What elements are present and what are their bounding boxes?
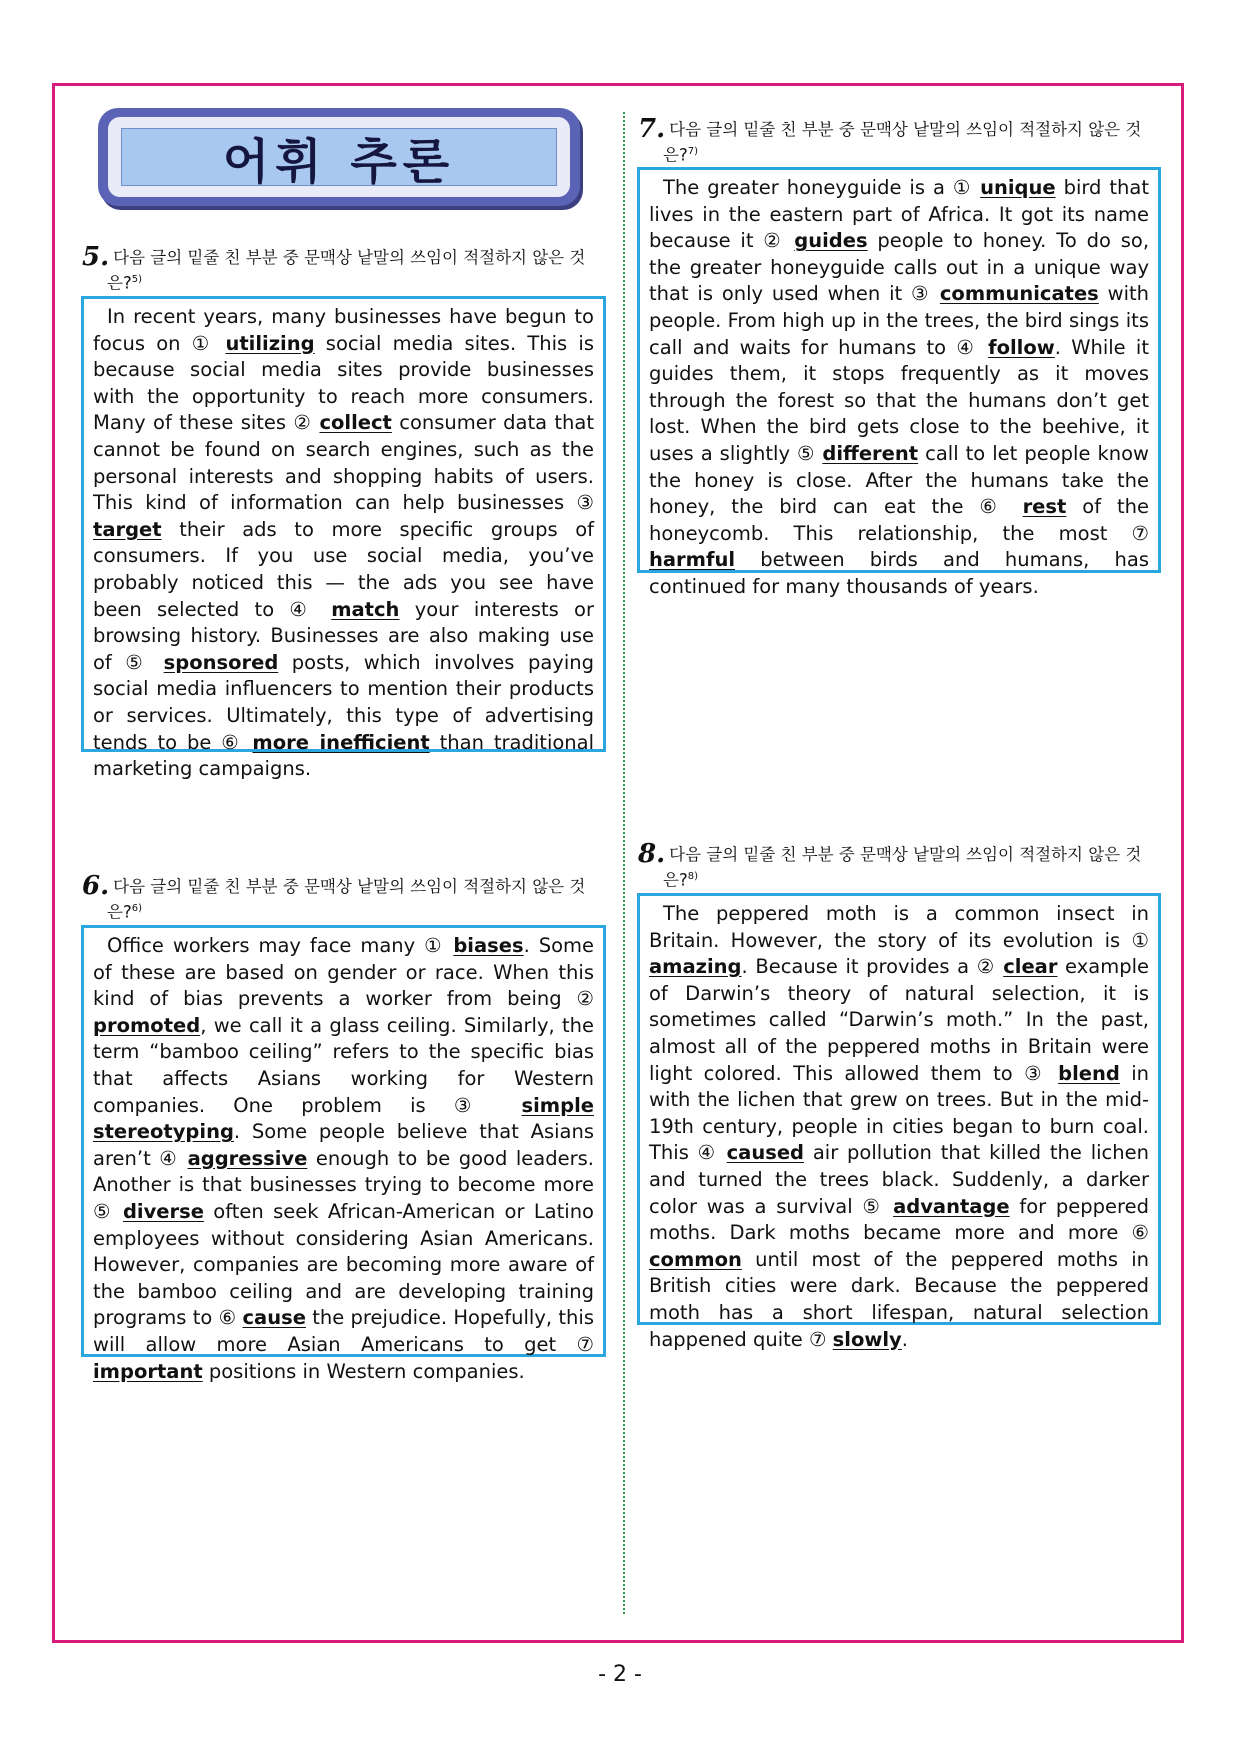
question-8-prompt: 8. 다음 글의 밑줄 친 부분 중 문맥상 낱말의 쓰임이 적절하지 않은 것 은?$^{8)}$	[638, 839, 1142, 890]
question-number: 5.	[82, 242, 110, 272]
underlined-word: harmful	[649, 548, 736, 572]
underlined-word: follow	[988, 335, 1055, 359]
underlined-word: sponsored	[163, 650, 279, 674]
underlined-word: unique	[980, 176, 1056, 199]
underlined-word: promoted	[93, 1013, 201, 1037]
title-banner	[98, 108, 580, 206]
question-number: 8.	[638, 839, 666, 869]
underlined-word: amazing	[649, 955, 742, 979]
underlined-word: clear	[1003, 955, 1058, 979]
underlined-word: match	[331, 597, 400, 621]
question-7-prompt: 7. 다음 글의 밑줄 친 부분 중 문맥상 낱말의 쓰임이 적절하지 않은 것 은?$^{7)}$	[638, 114, 1142, 165]
column-divider	[623, 112, 625, 1614]
question-5-prompt: 5. 다음 글의 밑줄 친 부분 중 문맥상 낱말의 쓰임이 적절하지 않은 것 은?$^{5)}$	[82, 242, 586, 293]
underlined-word: advantage	[893, 1194, 1010, 1218]
underlined-word: slowly	[832, 1327, 902, 1351]
question-8-passage: The peppered moth is a common insect in Britain. However, the story of its evolution is ① amazing. Because it provides a ② clear example of Darwin’s theory of natural selection, it is sometimes called “Darwin’s moth.” In the past, almost all of the peppered moths in Britain were light colored. This allowed them to ③ blend in with the lichen that grew on trees. But in the mid-19th century, people in cities began to burn coal. This ④ caused air pollution that killed the lichen and turned the trees black. Suddenly, a darker color was a survival ⑤ advantage for peppered moths. Dark moths became more and more ⑥ common until most of the peppered moths in British cities were dark. Because the peppered moth has a short lifespan, natural selection happened quite ⑦ slowly.	[637, 893, 1161, 1325]
page-title: 어휘 추론	[222, 133, 456, 190]
question-6-passage: Office workers may face many ① biases. Some of these are based on gender or race. When this kind of bias prevents a worker from being ② promoted, we call it a glass ceiling. Similarly, the term “bamboo ceiling” refers to the specific bias that affects Asians working for Western companies. One problem is ③ simple stereotyping. Some people believe that Asians aren’t ④ aggressive enough to be good leaders. Another is that businesses trying to become more ⑤ diverse often seek African-American or Latino employees without considering Asian Americans. However, companies are becoming more aware of the bamboo ceiling and are developing training programs to ⑥ cause the prejudice. Hopefully, this will allow more Asian Americans to get ⑦ important positions in Western companies.	[81, 925, 606, 1357]
question-7-passage: The greater honeyguide is a ① unique bird that lives in the eastern part of Africa. It got its name because it ② guides people to honey. To do so, the greater honeyguide calls out in a unique way that is only used when it ③ communicates with people. From high up in the trees, the bird sings its call and waits for humans to ④ follow. While it guides them, it stops frequently as it moves through the forest so that the humans don’t get lost. When the bird gets close to the beehive, it uses a slightly ⑤ different call to let people know the honey is close. After the humans take the honey, the bird can eat the ⑥ rest of the honeycomb. This relationship, the most ⑦ harmful between birds and humans, has continued for many thousands of years.	[637, 167, 1161, 573]
underlined-word: diverse	[122, 1199, 204, 1223]
question-number: 6.	[82, 871, 110, 901]
underlined-word: important	[93, 1359, 203, 1383]
underlined-word: collect	[319, 411, 392, 435]
question-5-passage: In recent years, many businesses have begun to focus on ① utilizing social media sites. This is because social media sites provide businesses with the opportunity to reach more consumers. Many of these sites ② collect consumer data that cannot be found on search engines, such as the personal interests and shopping habits of users. This kind of information can help businesses ③ target their ads to more specific groups of consumers. If you use social media, you’ve probably noticed this — the ads you see have been selected to ④ match your interests or browsing history. Businesses are also making use of ⑤ sponsored posts, which involves paying social media influencers to mention their products or services. Ultimately, this type of advertising tends to be ⑥ more inefficient than traditional marketing campaigns.	[81, 296, 606, 752]
underlined-word: simple stereotyping	[93, 1093, 594, 1144]
underlined-word: more inefficient	[252, 730, 430, 754]
underlined-word: rest	[1022, 495, 1067, 519]
underlined-word: guides	[794, 229, 868, 253]
underlined-word: caused	[726, 1141, 804, 1165]
underlined-word: target	[93, 517, 162, 541]
question-6-prompt: 6. 다음 글의 밑줄 친 부분 중 문맥상 낱말의 쓰임이 적절하지 않은 것 은?$^{6)}$	[82, 871, 586, 922]
underlined-word: communicates	[939, 282, 1099, 306]
underlined-word: common	[649, 1247, 742, 1271]
underlined-word: biases	[453, 934, 524, 957]
underlined-word: cause	[242, 1306, 306, 1330]
question-number: 7.	[638, 114, 666, 144]
page-number: - 2 -	[598, 1662, 642, 1687]
underlined-word: blend	[1058, 1061, 1120, 1085]
underlined-word: utilizing	[225, 331, 315, 355]
underlined-word: aggressive	[187, 1146, 308, 1170]
underlined-word: different	[822, 441, 919, 465]
